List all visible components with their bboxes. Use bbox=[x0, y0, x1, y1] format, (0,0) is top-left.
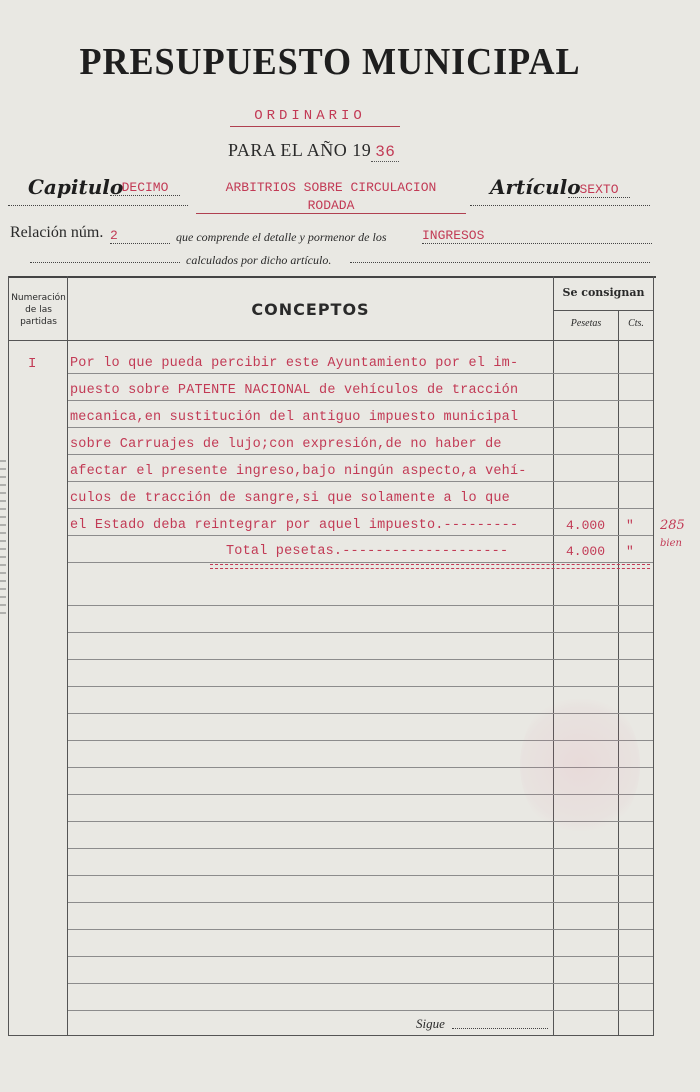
ruled-line bbox=[68, 902, 653, 903]
table-top-border bbox=[8, 276, 656, 278]
ruled-line bbox=[68, 427, 653, 428]
articulo-label: Artículo bbox=[490, 175, 581, 199]
ruled-line bbox=[68, 605, 653, 606]
articulo-dotline bbox=[470, 205, 650, 206]
ruled-line bbox=[68, 481, 653, 482]
ruled-line bbox=[68, 686, 653, 687]
sigue-dotline bbox=[452, 1028, 548, 1029]
sigue-label: Sigue bbox=[416, 1016, 445, 1031]
year-suffix: 36 bbox=[371, 143, 399, 162]
col-amount-header: Se consignan bbox=[562, 286, 645, 299]
relacion-number: 2 bbox=[110, 228, 170, 244]
year-line bbox=[228, 140, 399, 161]
ruled-line bbox=[68, 632, 653, 633]
table-bottom-border bbox=[8, 1035, 654, 1036]
relacion-middle-text: que comprende el detalle y pormenor de los bbox=[176, 230, 387, 244]
table-right-border bbox=[653, 276, 654, 1036]
margin-note-text: bien bbox=[660, 538, 682, 549]
capitulo-dotline bbox=[8, 205, 188, 206]
budget-type: ORDINARIO bbox=[254, 108, 366, 124]
ruled-line bbox=[68, 1010, 653, 1011]
articulo-value: SEXTO bbox=[568, 182, 630, 198]
relacion-line-2: calculados por dicho artículo. bbox=[186, 253, 332, 267]
relacion-type: INGRESOS bbox=[422, 228, 652, 244]
total-cts: " bbox=[626, 544, 634, 559]
capitulo-value: DECIMO bbox=[110, 180, 180, 196]
edge-marks bbox=[0, 460, 6, 620]
col-concept-header: CONCEPTOS bbox=[251, 300, 370, 319]
concept-text-line: sobre Carruajes de lujo;con expresión,de no haber de bbox=[70, 437, 502, 452]
concept-text-line: el Estado deba reintegrar por aquel impuesto.--------- bbox=[70, 518, 519, 533]
col-pesetas-header: Pesetas bbox=[570, 318, 602, 329]
year-prefix: PARA EL AÑO 19 bbox=[228, 140, 372, 160]
concept-text-line: mecanica,en sustitución del antiguo impuesto municipal bbox=[70, 410, 519, 425]
total-amount: 4.000 bbox=[566, 544, 606, 559]
concept-text-line: afectar el presente ingreso,bajo ningún aspecto,a vehí- bbox=[70, 464, 527, 479]
capitulo-label: Capitulo bbox=[28, 175, 124, 199]
ruled-line bbox=[68, 983, 653, 984]
ruled-line bbox=[68, 659, 653, 660]
col-pesetas-divider bbox=[618, 310, 619, 1036]
relacion-dotline-left bbox=[30, 262, 180, 263]
faded-stamp bbox=[520, 690, 640, 840]
ruled-line bbox=[68, 535, 653, 536]
margin-note-number: 285 bbox=[660, 518, 685, 533]
concept-line-1: ARBITRIOS SOBRE CIRCULACION bbox=[225, 180, 437, 195]
amount-subheader-line bbox=[553, 310, 653, 311]
ruled-line bbox=[68, 956, 653, 957]
ruled-line bbox=[68, 400, 653, 401]
concept-line-2: RODADA bbox=[196, 198, 466, 214]
total-double-underline-1 bbox=[210, 564, 650, 565]
subtitle-underline bbox=[230, 126, 400, 127]
concept-text-line: puesto sobre PATENTE NACIONAL de vehículos de tracción bbox=[70, 383, 519, 398]
col-cts-header: Cts. bbox=[628, 318, 644, 329]
table-left-border bbox=[8, 276, 9, 1036]
col-concept-divider bbox=[553, 276, 554, 1036]
total-double-underline-2 bbox=[210, 568, 650, 569]
concept-text-line: Por lo que pueda percibir este Ayuntamiento por el im- bbox=[70, 356, 519, 371]
amount-cts: " bbox=[626, 518, 634, 533]
ruled-line bbox=[68, 562, 653, 563]
col-num-header: Numeración de las partidas bbox=[11, 293, 66, 327]
col-num-divider bbox=[67, 276, 68, 1036]
concept-text-line: culos de tracción de sangre,si que solamente a lo que bbox=[70, 491, 510, 506]
total-label: Total pesetas.-------------------- bbox=[226, 544, 509, 559]
ruled-line bbox=[68, 848, 653, 849]
ruled-line bbox=[68, 508, 653, 509]
ruled-line bbox=[68, 929, 653, 930]
relacion-label: Relación núm. bbox=[10, 224, 104, 241]
document-title: PRESUPUESTO MUNICIPAL bbox=[79, 41, 581, 83]
amount-pesetas: 4.000 bbox=[566, 518, 606, 533]
ruled-line bbox=[68, 373, 653, 374]
header-bottom-border bbox=[8, 340, 654, 341]
relacion-dotline-right bbox=[350, 262, 650, 263]
ruled-line bbox=[68, 875, 653, 876]
ruled-line bbox=[68, 454, 653, 455]
row-number: I bbox=[28, 356, 37, 372]
